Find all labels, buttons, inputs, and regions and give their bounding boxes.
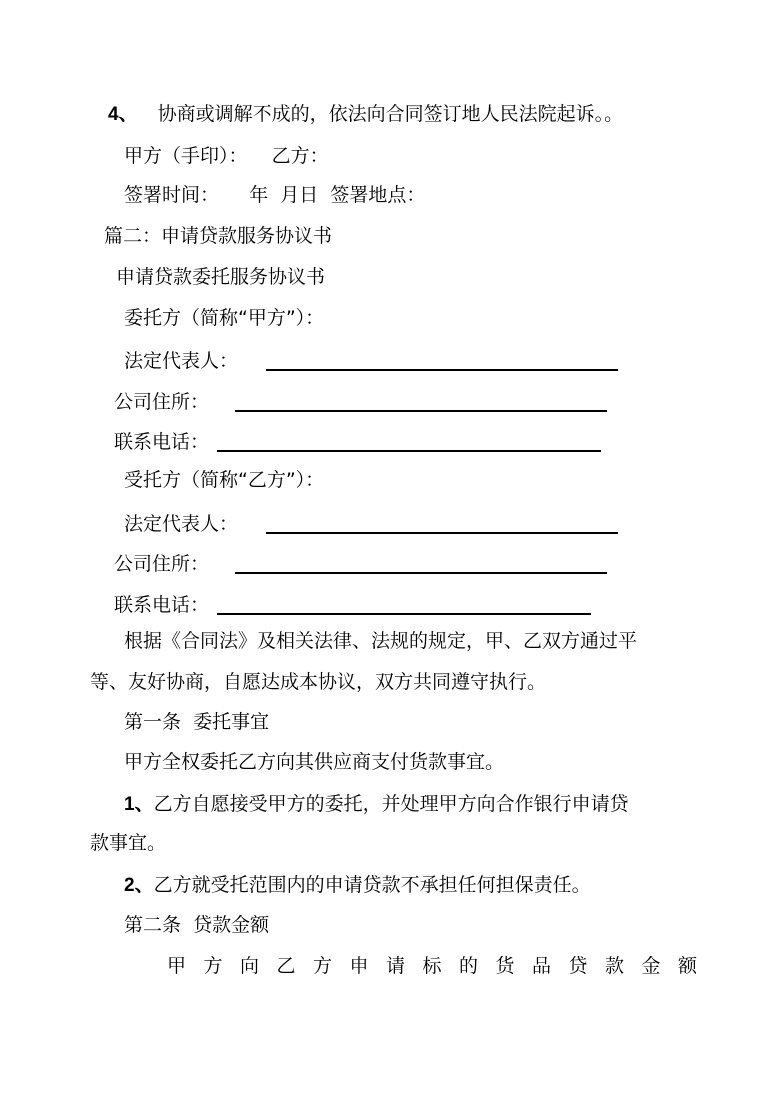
signature-parties: 甲方（手印）： 乙方： (124, 145, 329, 167)
article-1-body: 甲方全权委托乙方向其供应商支付货款事宜。 (124, 751, 505, 773)
item-number: 2、 (124, 875, 154, 896)
article-2-heading: 第二条 贷款金额 (124, 914, 270, 936)
agent-phone-row (114, 593, 591, 615)
signing-time-place: 签署时间： 年 月日 签署地点： (124, 184, 426, 206)
body-paragraph-line-2: 等、友好协商，自愿达成本协议，双方共同遵守执行。 (90, 671, 547, 693)
item-number: 1、 (124, 794, 154, 815)
clause-number: 4、 (108, 104, 138, 125)
article-1-item-2 (124, 876, 591, 895)
principal-legal-rep-row (124, 349, 618, 371)
item-text: 乙方自愿接受甲方的委托，并处理甲方向合作银行申请贷 (153, 793, 629, 815)
field-label: 公司住所： (114, 553, 210, 575)
clause-4 (108, 105, 623, 124)
field-label: 法定代表人： (124, 513, 239, 535)
principal-heading: 委托方（简称“甲方”）： (124, 307, 325, 329)
principal-phone-row (114, 430, 601, 452)
principal-phone-blank (217, 430, 601, 452)
agent-heading: 受托方（简称“乙方”）： (124, 469, 325, 491)
article-1-item-1 (124, 795, 629, 814)
field-label: 公司住所： (114, 391, 210, 413)
principal-address-row (114, 390, 607, 412)
article-1-heading: 第一条 委托事宜 (124, 711, 270, 733)
field-label: 联系电话： (114, 594, 210, 616)
section-heading: 篇二：申请贷款服务协议书 (104, 225, 333, 247)
item-text: 乙方就受托范围内的申请贷款不承担任何担保责任。 (153, 874, 591, 896)
agent-legal-rep-row (124, 512, 618, 534)
body-paragraph-line-1: 根据《合同法》及相关法律、法规的规定，甲、乙双方通过平 (124, 630, 638, 652)
agent-phone-blank (217, 593, 591, 615)
field-label: 法定代表人： (124, 350, 239, 372)
agent-address-row (114, 552, 607, 574)
principal-address-blank (235, 390, 607, 412)
agent-legal-rep-blank (266, 512, 618, 534)
agent-address-blank (235, 552, 607, 574)
field-label: 联系电话： (114, 431, 210, 453)
article-2-body: 甲方向乙方申请标的货品贷款金额 (167, 955, 715, 977)
clause-text: 协商或调解不成的，依法向合同签订地人民法院起诉。。 (157, 103, 624, 125)
article-1-item-1-continued: 款事宜。 (90, 832, 167, 854)
agreement-title: 申请贷款委托服务协议书 (116, 266, 326, 288)
principal-legal-rep-blank (266, 349, 618, 371)
